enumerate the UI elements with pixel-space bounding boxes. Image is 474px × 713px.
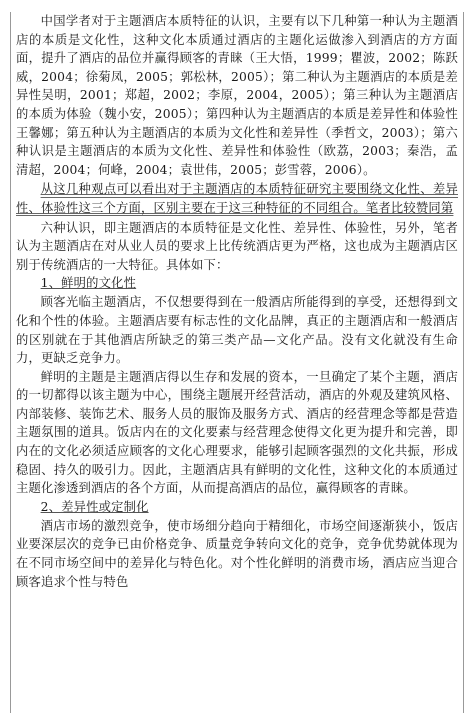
paragraph-summary: 从这几种观点可以看出对于主题酒店的本质特征研究主要围绕文化性、差异性、体验性这三个方面，区别主要在于这三种特征的不同组合。笔者比较赞同第: [16, 182, 458, 215]
paragraph-culture-experience: 顾客光临主题酒店，不仅想要得到在一般酒店所能得到的享受，还想得到文化和个性的体验。主题酒店要有标志性的文化品牌，真正的主题酒店和一般酒店的区别就在于其他酒店所缺乏的第三类产品—文化产品。没有文化就没有生命力，更缺乏竞争力。: [16, 295, 458, 366]
paragraph-theme-hotel-views: 中国学者对于主题酒店本质特征的认识，主要有以下几种第一种认为主题酒店的本质是文化性，这种文化本质通过酒店的主题化运做渗入到酒店的方方面面，提升了酒店的品位并赢得顾客的青睐（王大悟，1999；瞿波，2002；陈跃威，2004；徐菊凤，2005；郭松林，2005）；第二种认为主题酒店的本质是差异性吴明，2001；郑超，2002；李原，2004，2005）；第三种认为主题酒店的本质为体验（魏小安，2005）；第四种认为主题酒店的本质是差异性和体验性王馨娜；第五种认为主题酒店的本质为文化性和差异性（季哲文，2003）；第六种认识是主题酒店的本质为文化性、差异性和体验性（欧荔，2003；秦浩，孟清超，2004；何峰，2004；袁世伟，2005；彭雪蓉，2006）。: [16, 14, 458, 177]
document-page: [10, 12, 464, 713]
section-heading-difference: 2、差异性或定制化: [40, 499, 149, 514]
paragraph-market-competition: 酒店市场的激烈竞争，使市场细分趋向于精细化，市场空间逐渐狭小，饭店业要深层次的竞争已由价格竞争、质量竞争转向文化的竞争，竞争优势就体现为在不同市场空间中的差异化与特色化。对个性化鲜明的消费市场，酒店应当迎合顾客追求个性与特色: [16, 518, 458, 589]
paragraph-theme-capital: 鲜明的主题是主题酒店得以生存和发展的资本，一旦确定了某个主题，酒店的一切都得以该主题为中心，围绕主题展开经营活动，酒店的外观及建筑风格、内部装修、装饰艺术、服务人员的服饰及服务方式、酒店的经营理念等都是营造主题氛围的道具。饭店内在的文化要素与经营理念使得文化更为提升和完善，即内在的文化必须适应顾客的文化心理要求，能够引起顾客强烈的文化共振，形成稳固、持久的吸引力。因此，主题酒店具有鲜明的文化性，这种文化的本质通过主题化渗透到酒店的各个方面，从而提高酒店的品位，赢得顾客的青睐。: [16, 369, 458, 496]
section-heading-culture: 1、鲜明的文化性: [40, 276, 137, 291]
paragraph-author-view: 六种认识，即主题酒店的本质特征是文化性、差异性、体验性，另外，笔者认为主题酒店在对从业人员的要求上比传统酒店更为严格，这也成为主题酒店区别于传统酒店的一大特征。具体如下：: [16, 220, 458, 272]
